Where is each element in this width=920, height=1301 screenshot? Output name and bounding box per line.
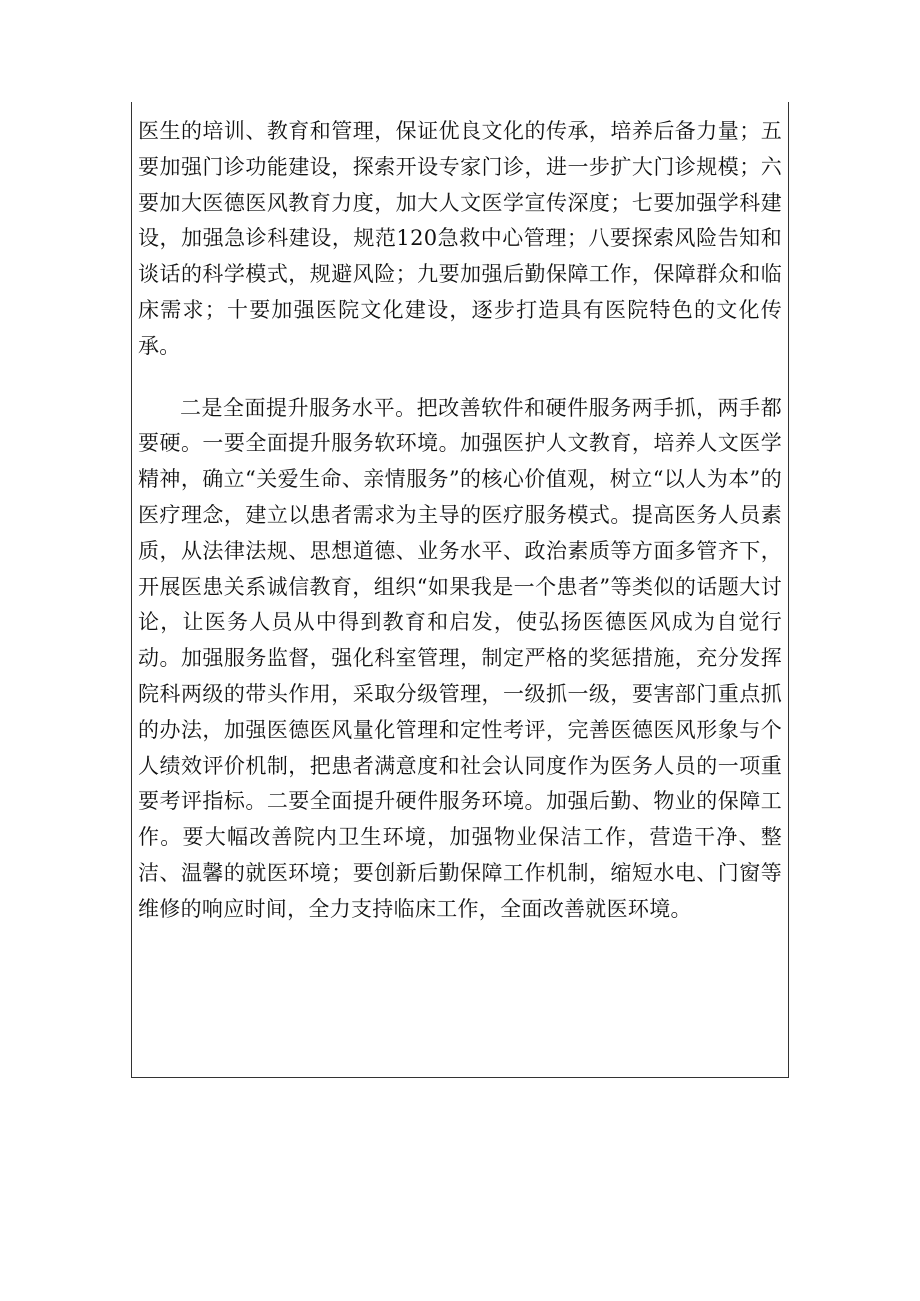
document-body bbox=[138, 114, 782, 928]
paragraph-service-level: 二是全面提升服务水平。把改善软件和硬件服务两手抓，两手都要硬。一要全面提升服务软环境。加强医护人文教育，培养人文医学精神，确立“关爱生命、亲情服务”的核心价值观，树立“以人为本”的医疗理念，建立以患者需求为主导的医疗服务模式。提高医务人员素质，从法律法规、思想道德、业务水平、政治素质等方面多管齐下，开展医患关系诚信教育，组织“如果我是一个患者”等类似的话题大讨论，让医务人员从中得到教育和启发，使弘扬医德医风成为自觉行动。加强服务监督，强化科室管理，制定严格的奖惩措施，充分发挥院科两级的带头作用，采取分级管理，一级抓一级，要害部门重点抓的办法，加强医德医风量化管理和定性考评，完善医德医风形象与个人绩效评价机制，把患者满意度和社会认同度作为医务人员的一项重要考评指标。二要全面提升硬件服务环境。加强后勤、物业的保障工作。要大幅改善院内卫生环境，加强物业保洁工作，营造干净、整洁、温馨的就医环境；要创新后勤保障工作机制，缩短水电、门窗等维修的响应时间，全力支持临床工作，全面改善就医环境。 bbox=[138, 395, 782, 921]
paragraph-spacer bbox=[138, 365, 782, 391]
document-table-cell bbox=[131, 102, 789, 1078]
paragraph-continued: 医生的培训、教育和管理，保证优良文化的传承，培养后备力量；五要加强门诊功能建设，探索开设专家门诊，进一步扩大门诊规模；六要加大医德医风教育力度，加大人文医学宣传深度；七要加强学科建设，加强急诊科建设，规范120急救中心管理；八要探索风险告知和谈话的科学模式，规避风险；九要加强后勤保障工作，保障群众和临床需求；十要加强医院文化建设，逐步打造具有医院特色的文化传承。 bbox=[138, 119, 782, 358]
